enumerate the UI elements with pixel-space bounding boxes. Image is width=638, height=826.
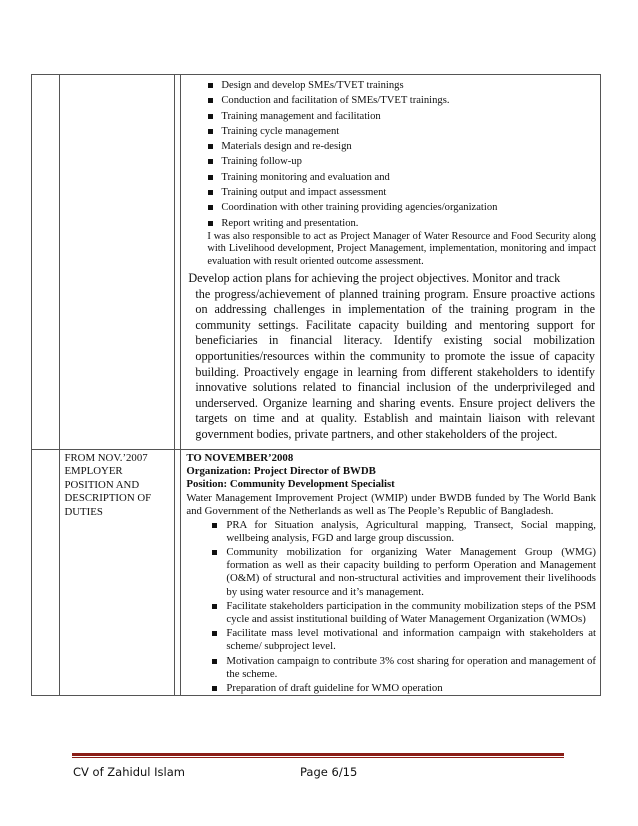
list-item: Facilitate mass level motivational and information campaign with stakeholders at scheme/ subproject level. [186, 627, 596, 653]
list-item: Training cycle management [186, 125, 596, 138]
wmip-duties-list [186, 519, 596, 696]
list-item: Conduction and facilitation of SMEs/TVET trainings. [186, 94, 596, 107]
action-plan-paragraph [186, 268, 596, 449]
to-date-heading: TO NOVEMBER’2008 [186, 451, 294, 464]
label-cell [60, 449, 175, 696]
footer-cv-title: CV of Zahidul Islam [73, 765, 185, 779]
footer-rule-thick [72, 753, 564, 756]
list-item: Materials design and re-design [186, 140, 596, 153]
list-item: Design and develop SMEs/TVET trainings [186, 79, 596, 92]
list-item: Training output and impact assessment [186, 186, 596, 199]
list-item: Training follow-up [186, 155, 596, 168]
empty-cell [32, 449, 60, 696]
list-item: Facilitate stakeholders participation in the community mobilization steps of the PSM cycle and assist institutional building of Water Management Organization (WMOs) [186, 600, 596, 626]
list-item: Report writing and presentation. [186, 217, 596, 230]
list-item: Coordination with other training providing agencies/organization [186, 201, 596, 214]
list-item: Motivation campaign to contribute 3% cost sharing for operation and management of the scheme. [186, 655, 596, 681]
table-row [32, 75, 601, 450]
organization-heading: Organization: Project Director of BWDB [186, 465, 376, 478]
footer-page-number: Page 6/15 [300, 765, 358, 779]
empty-cell [60, 75, 175, 450]
position-label: POSITION AND [64, 478, 140, 491]
list-item: Preparation of draft guideline for WMO operation [186, 682, 596, 695]
list-item: Training monitoring and evaluation and [186, 171, 596, 184]
employment-cell [181, 449, 601, 696]
from-date-label: FROM NOV.’2007 [64, 451, 148, 464]
empty-cell [32, 75, 60, 450]
paragraph-first-line: Develop action plans for achieving the project objectives. Monitor and track [188, 271, 561, 286]
cv-table [31, 74, 601, 696]
project-manager-paragraph: I was also responsible to act as Project Manager of Water Resource and Food Security along with Livelihood development, Project Management, implementation, monitoring and impact evaluation with result oriented outcome assessment. [207, 230, 596, 267]
description-label: DESCRIPTION OF [64, 492, 152, 505]
duties-cell [181, 75, 601, 450]
project-intro: Water Management Improvement Project (WMIP) under BWDB funded by The World Bank and Government of the Netherlands as well as The People’s Republic of Bangladesh. [186, 491, 596, 518]
list-item: Community mobilization for organizing Water Management Group (WMG) formation as well as their capacity building to perform Operation and Management (O&M) of structural and non-structural activities and improvement their livelihoods by using water resource and it’s management. [186, 546, 596, 599]
training-duties-list [186, 79, 596, 230]
duties-label: DUTIES [64, 506, 103, 518]
table-row [32, 449, 601, 696]
employer-label: EMPLOYER [64, 465, 123, 478]
list-item: Training management and facilitation [186, 110, 596, 123]
position-heading: Position: Community Development Specialist [186, 478, 395, 491]
list-item: PRA for Situation analysis, Agricultural mapping, Transect, Social mapping, wellbeing analysis, FGD and large group discussion. [186, 519, 596, 545]
footer-rule-thin [72, 757, 564, 758]
paragraph-rest: the progress/achievement of planned training program. Ensure proactive actions on addressing challenges in implementation of the training program in the community settings. Facilitate capacity building and mentoring support for beneficiaries in financial literacy. Identify existing social mobilization opportunities/resources within the community to promote the issue of capacity building. Proactively engage in learning from different stakeholders to identify innovative solutions related to financial inclusion of the underprivileged and underserved. Organize learning and sharing events. Ensure project delivers the targets on time and at quality. Establish and maintain liaison with relevant government bodies, private partners, and other stakeholders of the project. [195, 286, 595, 442]
